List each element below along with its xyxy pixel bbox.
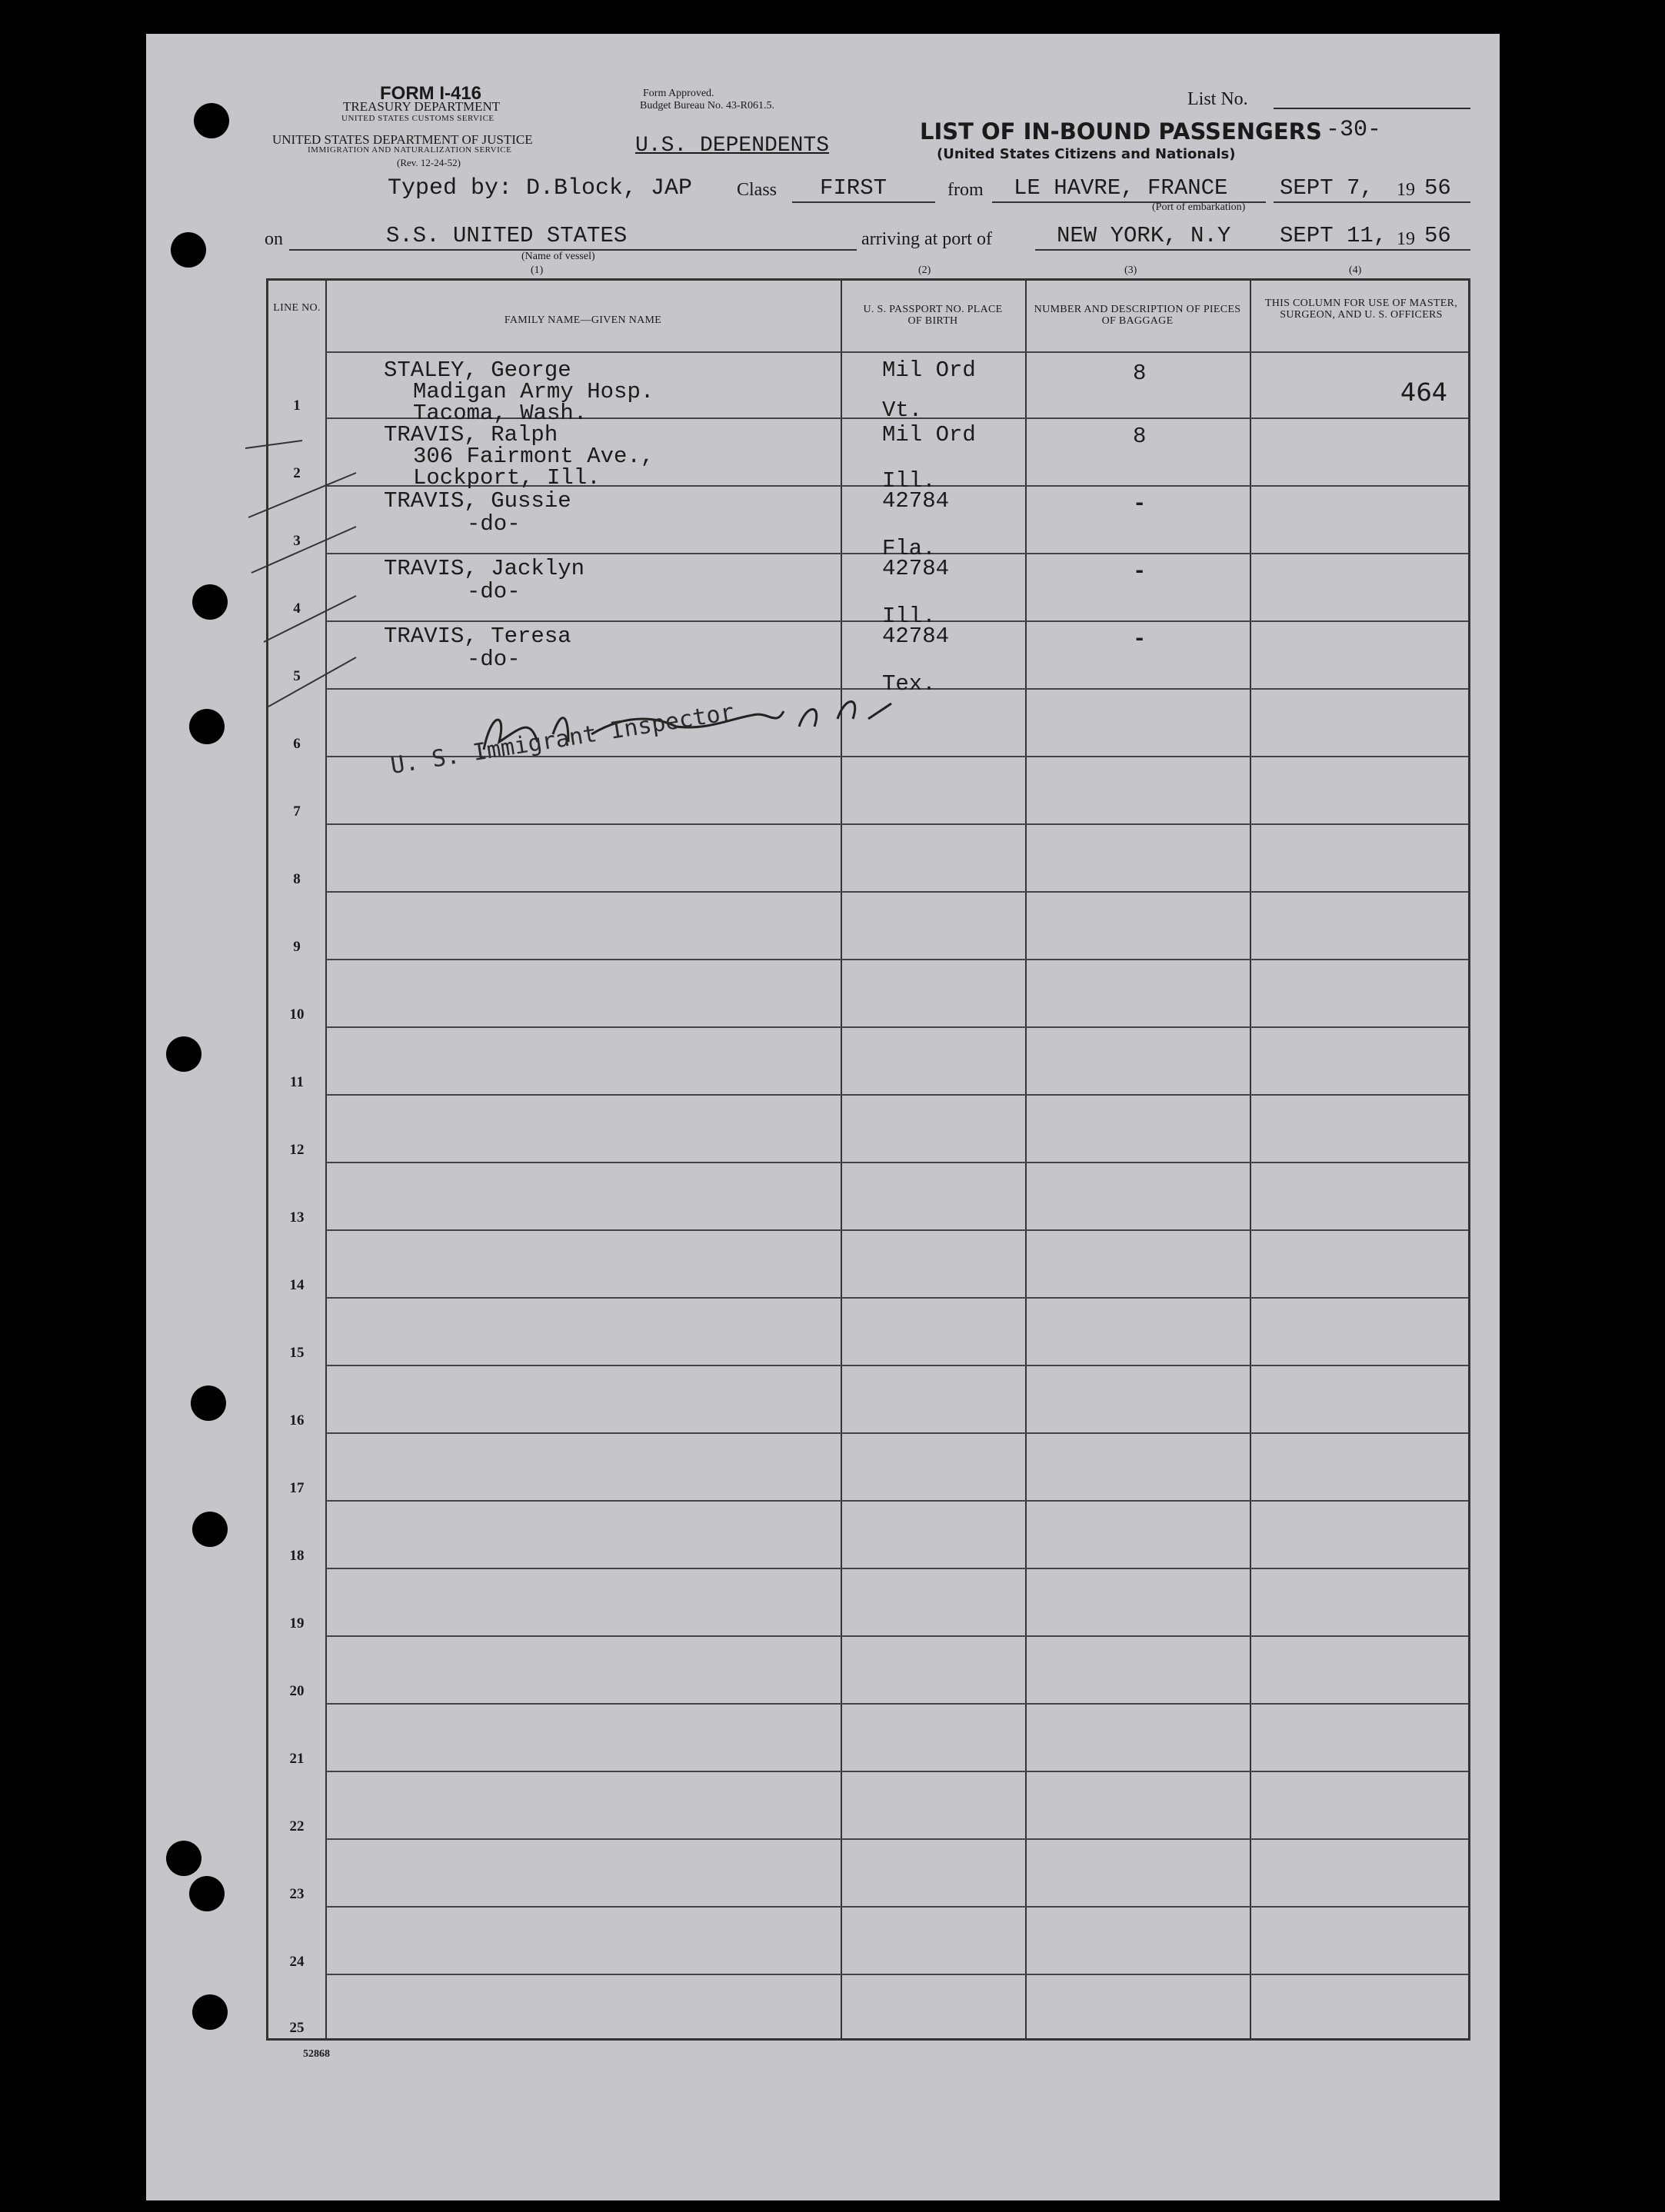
- passenger-name: STALEY, George: [384, 358, 571, 383]
- column-number-3: (3): [1124, 264, 1137, 276]
- ins-service: IMMIGRATION AND NATURALIZATION SERVICE: [308, 145, 512, 155]
- line-number: 22: [289, 1818, 305, 1834]
- treasury-department: TREASURY DEPARTMENT: [343, 99, 501, 114]
- port-of-embarkation-caption: (Port of embarkation): [1152, 201, 1246, 213]
- customs-service: UNITED STATES CUSTOMS SERVICE: [341, 114, 495, 123]
- column-number-1: (1): [531, 264, 544, 276]
- form-subtitle: (United States Citizens and Nationals): [937, 146, 1236, 162]
- punch-hole: [171, 232, 206, 268]
- passenger-address: 306 Fairmont Ave.,: [413, 444, 654, 469]
- passenger-name: TRAVIS, Ralph: [384, 422, 558, 447]
- punch-hole: [192, 584, 228, 620]
- line-number: 14: [289, 1277, 305, 1293]
- arrival-year-prefix: 19: [1397, 229, 1415, 249]
- punch-hole: [166, 1036, 201, 1072]
- line-number: 19: [289, 1615, 305, 1632]
- passenger-address: -do-: [467, 647, 521, 672]
- line-number: 12: [289, 1142, 305, 1158]
- vessel-name: S.S. UNITED STATES: [386, 223, 628, 248]
- place-of-birth: Ill.: [882, 604, 936, 629]
- punch-hole: [166, 1841, 201, 1876]
- punch-hole: [191, 1385, 226, 1421]
- punch-hole: [192, 1512, 228, 1547]
- immigrant-inspector-stamp: U. S. Immigrant Inspector: [388, 698, 736, 780]
- vessel-caption: (Name of vessel): [521, 251, 595, 262]
- from-label: from: [947, 180, 984, 200]
- form-title: LIST OF IN-BOUND PASSENGERS: [920, 118, 1322, 145]
- arrival-port: NEW YORK, N.Y: [1057, 223, 1231, 248]
- line-number: 3: [293, 533, 301, 549]
- line-number: 13: [289, 1209, 305, 1226]
- header-passport: U. S. PASSPORT NO. PLACE OF BIRTH: [863, 304, 1003, 327]
- passenger-address: -do-: [467, 511, 521, 537]
- class-value: FIRST: [820, 175, 887, 201]
- line-number: 1: [293, 397, 301, 414]
- header-family-name: FAMILY NAME—GIVEN NAME: [504, 314, 662, 326]
- punch-hole: [194, 103, 229, 138]
- baggage-count: -: [1133, 559, 1147, 584]
- line-number: 11: [290, 1074, 304, 1090]
- line-number: 4: [293, 600, 301, 617]
- revision-date: (Rev. 12-24-52): [397, 157, 461, 168]
- line-number: 7: [293, 803, 301, 820]
- line-number: 10: [289, 1006, 305, 1023]
- line-number: 17: [289, 1480, 305, 1496]
- officer-note: 464: [1400, 378, 1448, 407]
- line-number: 23: [289, 1886, 305, 1902]
- departure-date: SEPT 7,: [1280, 175, 1374, 201]
- list-number-value: -30-: [1326, 117, 1382, 143]
- line-number: 24: [289, 1954, 305, 1970]
- line-number: 2: [293, 465, 301, 481]
- typed-by: Typed by: D.Block, JAP: [388, 175, 693, 201]
- departure-year: 56: [1424, 175, 1451, 201]
- passenger-name: TRAVIS, Gussie: [384, 488, 571, 514]
- header-line-no: LINE NO.: [273, 302, 321, 314]
- handwritten-check-marks: [241, 388, 364, 711]
- class-label: Class: [737, 180, 778, 200]
- dependents-heading: U.S. DEPENDENTS: [635, 134, 830, 158]
- punch-hole: [189, 1876, 225, 1911]
- place-of-birth: Ill.: [882, 468, 936, 494]
- passenger-name: TRAVIS, Jacklyn: [384, 556, 585, 581]
- passport-number: 42784: [882, 624, 950, 649]
- line-number: 5: [293, 668, 301, 684]
- baggage-count: 8: [1133, 361, 1147, 386]
- embarkation-port: LE HAVRE, FRANCE: [1014, 175, 1228, 201]
- passport-number: Mil Ord: [882, 358, 976, 383]
- line-number: 20: [289, 1683, 305, 1699]
- line-number: 8: [293, 871, 301, 887]
- line-number: 15: [289, 1345, 305, 1361]
- punch-hole: [192, 1994, 228, 2030]
- line-number: 21: [289, 1751, 305, 1767]
- on-label: on: [265, 229, 283, 249]
- passport-number: Mil Ord: [882, 422, 976, 447]
- department-of-justice: UNITED STATES DEPARTMENT OF JUSTICE: [272, 132, 533, 147]
- header-rule: [325, 351, 1468, 353]
- line-number: 9: [293, 939, 301, 955]
- place-of-birth: Fla.: [882, 536, 936, 561]
- header-officers: THIS COLUMN FOR USE OF MASTER, SURGEON, AND U. S. OFFICERS: [1264, 298, 1458, 321]
- passenger-address: Lockport, Ill.: [413, 465, 601, 491]
- budget-bureau: Budget Bureau No. 43-R061.5.: [640, 100, 774, 111]
- arriving-label: arriving at port of: [861, 229, 992, 249]
- passenger-name: TRAVIS, Teresa: [384, 624, 571, 649]
- arrival-year: 56: [1424, 223, 1451, 248]
- baggage-count: -: [1133, 491, 1147, 517]
- form-approved: Form Approved.: [643, 88, 714, 99]
- passport-number: 42784: [882, 488, 950, 514]
- arrival-date: SEPT 11,: [1280, 223, 1387, 248]
- line-number: 25: [289, 2020, 305, 2036]
- footer-code: 52868: [303, 2048, 330, 2060]
- header-baggage: NUMBER AND DESCRIPTION OF PIECES OF BAGGAGE: [1034, 304, 1241, 327]
- place-of-birth: Tex.: [882, 671, 936, 697]
- line-number: 16: [289, 1412, 305, 1429]
- line-number: 18: [289, 1548, 305, 1564]
- baggage-count: 8: [1133, 424, 1147, 449]
- column-number-4: (4): [1349, 264, 1362, 276]
- passenger-address: -do-: [467, 579, 521, 604]
- passenger-address: Madigan Army Hosp.: [413, 379, 654, 404]
- place-of-birth: Vt.: [882, 397, 923, 423]
- form-number: FORM I-416: [380, 83, 482, 104]
- line-number: 6: [293, 736, 301, 752]
- passenger-address: Tacoma, Wash.: [413, 401, 588, 426]
- punch-hole: [189, 709, 225, 744]
- passenger-table: [266, 278, 1470, 2041]
- column-number-2: (2): [918, 264, 931, 276]
- passport-number: 42784: [882, 556, 950, 581]
- departure-year-prefix: 19: [1397, 180, 1415, 200]
- baggage-count: -: [1133, 627, 1147, 652]
- list-no-label: List No.: [1187, 89, 1248, 109]
